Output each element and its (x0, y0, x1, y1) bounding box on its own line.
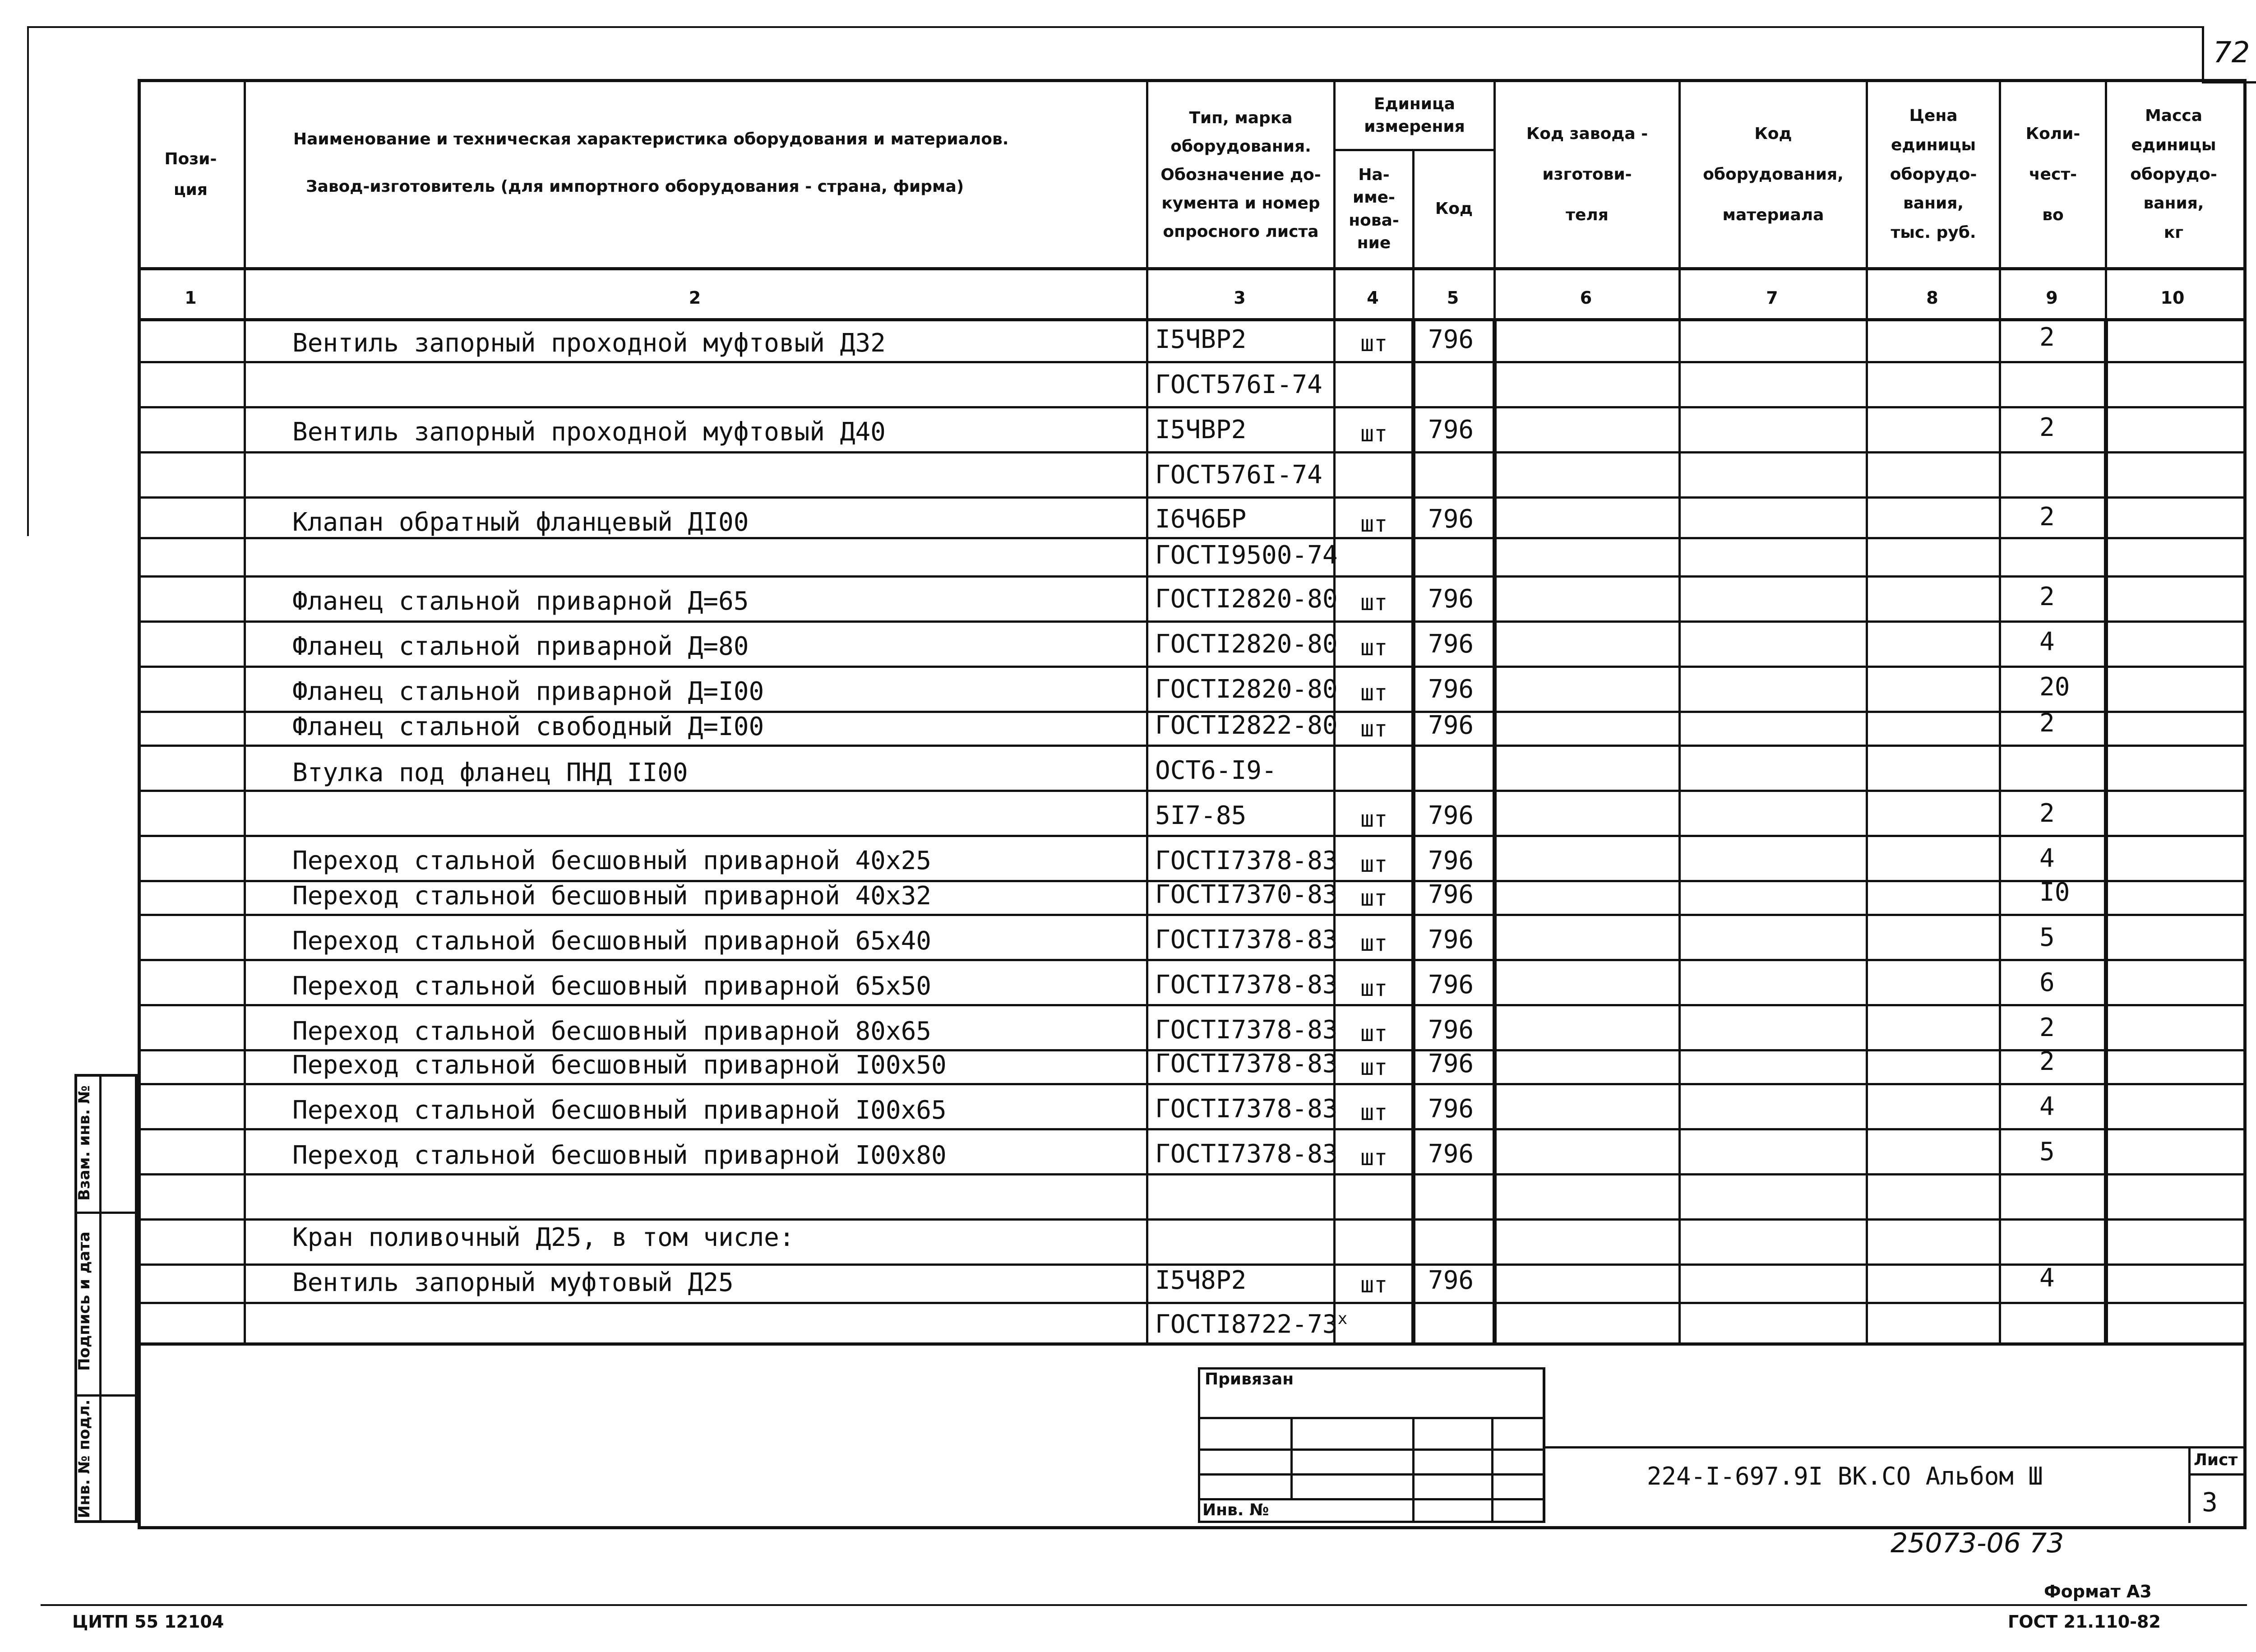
code-col-left-thick (1411, 318, 1415, 1343)
row-doc: ГОСТI7378-83 (1155, 1139, 1338, 1169)
row-name: Переход стальной бесшовный приварной I00x50 (292, 1050, 947, 1080)
side-strip-line (74, 1212, 138, 1214)
row-qty: 4 (2039, 1263, 2055, 1293)
table-body-bottom (138, 1342, 2245, 1346)
row-doc: I5ЧВР2 (1155, 415, 1247, 444)
row-name: Переход стальной бесшовный приварной 40x32 (292, 881, 932, 911)
row-code: 796 (1428, 1266, 1474, 1295)
row-doc: ОСТ6-I9- (1155, 756, 1277, 785)
row-line (138, 790, 2245, 792)
row-qty: I0 (2039, 878, 2070, 907)
header-name-line1: Наименование и техническая характеристика оборудования и материалов. (293, 130, 1009, 148)
header-type: Тип, марка оборудования. Обозначение до- кумента и номер опросного листа (1160, 108, 1321, 241)
row-qty: 2 (2039, 799, 2055, 828)
row-qty: 4 (2039, 1092, 2055, 1121)
row-name: Вентиль запорный проходной муфтовый Д40 (292, 417, 886, 447)
colnum-9: 9 (2046, 288, 2058, 308)
row-line (138, 361, 2245, 363)
row-code: 796 (1428, 584, 1474, 614)
header-name-line2: Завод-изготовитель (для импортного оборудования - страна, фирма) (306, 177, 964, 196)
row-qty: 2 (2039, 1013, 2055, 1042)
page-number: 72 (2213, 36, 2250, 69)
handwritten-archive-code: 25073-06 73 (1891, 1527, 2064, 1559)
row-doc: I6Ч6БР (1155, 504, 1247, 534)
row-name: Переход стальной бесшовный приварной 80x65 (292, 1017, 932, 1046)
row-unit: шт (1360, 511, 1388, 537)
row-name: Вентиль запорный проходной муфтовый Д32 (292, 329, 886, 358)
header-quantity: Коли- чест- во (2025, 125, 2080, 224)
sheet-label: Лист (2194, 1451, 2238, 1469)
row-line (138, 1218, 2245, 1221)
code-col-right-thick (1493, 318, 1497, 1343)
row-code: 796 (1428, 925, 1474, 954)
stamp-vline (1491, 1417, 1493, 1523)
header-bottom-line (138, 267, 2245, 270)
row-line (138, 620, 2245, 623)
row-qty: 2 (2039, 1047, 2055, 1076)
outer-top-line (27, 26, 2204, 28)
footer-left: ЦИТП 55 12104 (72, 1612, 224, 1632)
qty-col-right-thick (2104, 318, 2108, 1343)
row-qty: 5 (2039, 1137, 2055, 1166)
row-unit: шт (1360, 634, 1388, 661)
row-doc: I5Ч8Р2 (1155, 1266, 1247, 1295)
row-line (138, 835, 2245, 837)
colnum-8: 8 (1926, 288, 1938, 308)
row-unit: шт (1360, 885, 1388, 911)
row-line (138, 537, 2245, 539)
row-unit: шт (1360, 1144, 1388, 1171)
row-doc-text: ГОСТI8722-73 (1155, 1310, 1338, 1339)
colnum-6: 6 (1580, 288, 1592, 308)
row-code: 796 (1428, 801, 1474, 830)
header-unit-name: На- име- нова- ние (1349, 165, 1399, 252)
row-qty: 2 (2039, 323, 2055, 352)
row-code: 796 (1428, 629, 1474, 659)
colnum-3: 3 (1234, 288, 1246, 308)
sheet-box-mid (2188, 1473, 2245, 1476)
row-unit: шт (1360, 1054, 1388, 1080)
row-name: Переход стальной бесшовный приварной 65x40 (292, 926, 932, 956)
row-line (138, 496, 2245, 499)
row-code: 796 (1428, 1049, 1474, 1078)
row-doc: ГОСТI7378-83 (1155, 970, 1338, 1000)
row-name: Фланец стальной приварной Д=65 (292, 587, 749, 616)
format-label: Формат А3 (2044, 1582, 2152, 1601)
row-doc: ГОСТI2820-80 (1155, 629, 1338, 659)
header-unit-code: Код (1435, 199, 1473, 218)
colnum-2: 2 (689, 288, 701, 308)
row-unit: шт (1360, 330, 1388, 356)
header-equipment-code: Код оборудования, материала (1703, 125, 1844, 224)
row-line (138, 959, 2245, 961)
row-unit: шт (1360, 930, 1388, 956)
row-qty: 20 (2039, 672, 2070, 702)
row-name: Переход стальной бесшовный приварной 40x25 (292, 846, 932, 875)
row-doc: ГОСТ576I-74 (1155, 460, 1322, 490)
colnum-10: 10 (2160, 288, 2185, 308)
row-line (138, 1302, 2245, 1304)
row-code: 796 (1428, 415, 1474, 444)
row-qty: 2 (2039, 708, 2055, 738)
colnum-4: 4 (1367, 288, 1379, 308)
row-qty: 4 (2039, 627, 2055, 657)
row-name: Переход стальной бесшовный приварной I00x65 (292, 1096, 947, 1125)
row-doc (1155, 1311, 1347, 1337)
row-doc: ГОСТI7378-83 (1155, 925, 1338, 954)
row-line (138, 1004, 2245, 1006)
colnum-7: 7 (1766, 288, 1778, 308)
row-code: 796 (1428, 1139, 1474, 1169)
row-unit: шт (1360, 1099, 1388, 1125)
row-line (138, 666, 2245, 668)
row-unit: шт (1360, 975, 1388, 1001)
stamp-designation-top (1545, 1446, 2245, 1448)
row-qty: 2 (2039, 582, 2055, 611)
row-qty: 6 (2039, 968, 2055, 997)
row-doc: ГОСТI2820-80 (1155, 675, 1338, 704)
row-doc: 5I7-85 (1155, 801, 1247, 830)
colnum-bottom-line (138, 318, 2245, 321)
row-qty: 2 (2039, 413, 2055, 442)
header-unit: Единица измерения (1364, 94, 1465, 136)
footer-right: ГОСТ 21.110-82 (2008, 1612, 2161, 1632)
stamp-privyazan-label: Привязан (1205, 1370, 1294, 1388)
sheet-number: 3 (2202, 1487, 2218, 1518)
stamp-vline (1290, 1417, 1293, 1498)
row-unit: шт (1360, 1272, 1388, 1298)
row-line (138, 575, 2245, 578)
row-code: 796 (1428, 880, 1474, 909)
row-name: Вентиль запорный муфтовый Д25 (292, 1268, 734, 1297)
row-name: Фланец стальной приварной Д=I00 (292, 677, 764, 706)
side-label-inv-podl: Инв. № подл. (75, 1399, 93, 1518)
row-name: Втулка под фланец ПНД II00 (292, 758, 688, 787)
row-code: 796 (1428, 1015, 1474, 1045)
row-doc: ГОСТI7378-83 (1155, 1015, 1338, 1045)
row-doc: ГОСТI7378-83 (1155, 1094, 1338, 1124)
side-strip-divider (99, 1074, 102, 1523)
row-qty: 4 (2039, 844, 2055, 873)
header-factory-code: Код завода - изготови- теля (1526, 125, 1648, 224)
row-line (138, 1083, 2245, 1085)
row-name: Кран поливочный Д25, в том числе: (292, 1223, 795, 1252)
row-code: 796 (1428, 325, 1474, 354)
row-line (138, 1128, 2245, 1130)
side-label-vzam: Взам. инв. № (75, 1085, 93, 1201)
row-doc: I5ЧВР2 (1155, 325, 1247, 354)
header-position: Пози- ция (164, 149, 217, 199)
colnum-1: 1 (185, 288, 197, 308)
row-code: 796 (1428, 675, 1474, 704)
row-qty: 2 (2039, 502, 2055, 532)
side-label-podpis: Подпись и дата (75, 1231, 93, 1371)
header-mass: Масса единицы оборудо- вания, кг (2130, 106, 2217, 242)
row-unit: шт (1360, 1020, 1388, 1046)
row-code: 796 (1428, 846, 1474, 875)
row-unit: шт (1360, 851, 1388, 877)
row-line (138, 914, 2245, 916)
row-line (138, 406, 2245, 408)
row-name: Фланец стальной свободный Д=I00 (292, 712, 764, 741)
row-qty: 5 (2039, 923, 2055, 952)
row-doc: ГОСТI2820-80 (1155, 584, 1338, 614)
row-doc: ГОСТI7378-83 (1155, 1049, 1338, 1078)
row-name: Переход стальной бесшовный приварной 65x50 (292, 972, 932, 1001)
sheet-box-left (2188, 1446, 2191, 1523)
row-code: 796 (1428, 504, 1474, 534)
row-code: 796 (1428, 1094, 1474, 1124)
stamp-vline (1412, 1417, 1415, 1523)
row-code: 796 (1428, 711, 1474, 740)
row-unit: шт (1360, 589, 1388, 615)
row-doc: ГОСТI7370-83 (1155, 880, 1338, 909)
row-name: Переход стальной бесшовный приварной I00x80 (292, 1141, 947, 1170)
row-doc: ГОСТI7378-83 (1155, 846, 1338, 875)
row-unit: шт (1360, 421, 1388, 447)
row-line (138, 451, 2245, 453)
row-line (138, 1173, 2245, 1175)
row-doc-superscript: х (1337, 1310, 1348, 1328)
row-unit: шт (1360, 716, 1388, 742)
row-code: 796 (1428, 970, 1474, 1000)
row-doc: ГОСТI2822-80 (1155, 711, 1338, 740)
stamp-inv-no: Инв. № (1202, 1501, 1269, 1519)
row-name: Фланец стальной приварной Д=80 (292, 632, 749, 661)
row-doc: ГОСТI9500-74 (1155, 541, 1338, 570)
outer-left-line (27, 26, 29, 536)
row-line (138, 745, 2245, 747)
outer-bottom-line (41, 1604, 2247, 1606)
stamp-designation: 224-I-697.9I ВК.СО Альбом Ш (1647, 1462, 2043, 1490)
row-doc: ГОСТ576I-74 (1155, 370, 1322, 399)
colnum-5: 5 (1447, 288, 1459, 308)
header-price: Цена единицы оборудо- вания, тыс. руб. (1890, 106, 1977, 242)
row-unit: шт (1360, 680, 1388, 706)
row-unit: шт (1360, 806, 1388, 832)
row-name: Клапан обратный фланцевый ДI00 (292, 508, 749, 537)
